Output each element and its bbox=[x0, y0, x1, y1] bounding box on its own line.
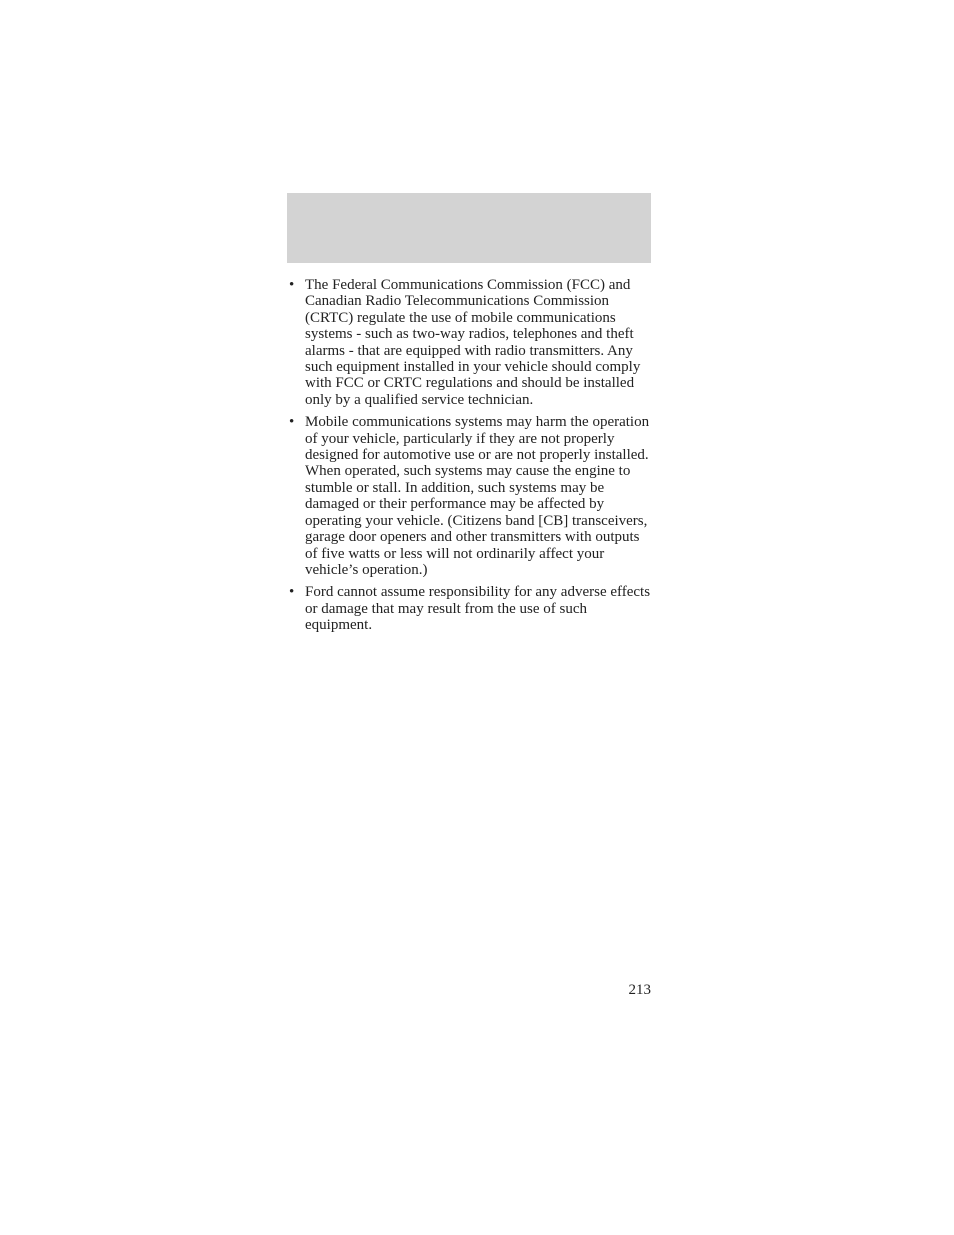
list-item bbox=[287, 414, 655, 578]
list-item bbox=[287, 277, 655, 408]
bullet-text: Ford cannot assume responsibility for any adverse effects or damage that may result from the use of such equipment. bbox=[305, 584, 651, 634]
bullet-list bbox=[287, 277, 655, 640]
list-item bbox=[287, 584, 655, 633]
section-header-band bbox=[287, 193, 651, 263]
bullet-text: The Federal Communications Commission (FCC) and Canadian Radio Telecommunications Commission (CRTC) regulate the use of mobile communications systems - such as two-way radios, telephones and theft alarms - that are equipped with radio transmitters. Any such equipment installed in your vehicle should comply with FCC or CRTC regulations and should be installed only by a qualified service technician. bbox=[305, 277, 641, 408]
bullet-icon: • bbox=[289, 414, 295, 431]
bullet-text: Mobile communications systems may harm the operation of your vehicle, particularly if they are not properly designed for automotive use or are not properly installed. When operated, such systems may cause the engine to stumble or stall. In addition, such systems may be damaged or their performance may be affected by operating your vehicle. (Citizens band [CB] transceivers, garage door openers and other transmitters with outputs of five watts or less will not ordinarily affect your vehicle’s operation.) bbox=[305, 414, 650, 578]
bullet-icon: • bbox=[289, 277, 295, 293]
bullet-icon: • bbox=[289, 584, 295, 601]
page-number: 213 bbox=[628, 982, 651, 998]
